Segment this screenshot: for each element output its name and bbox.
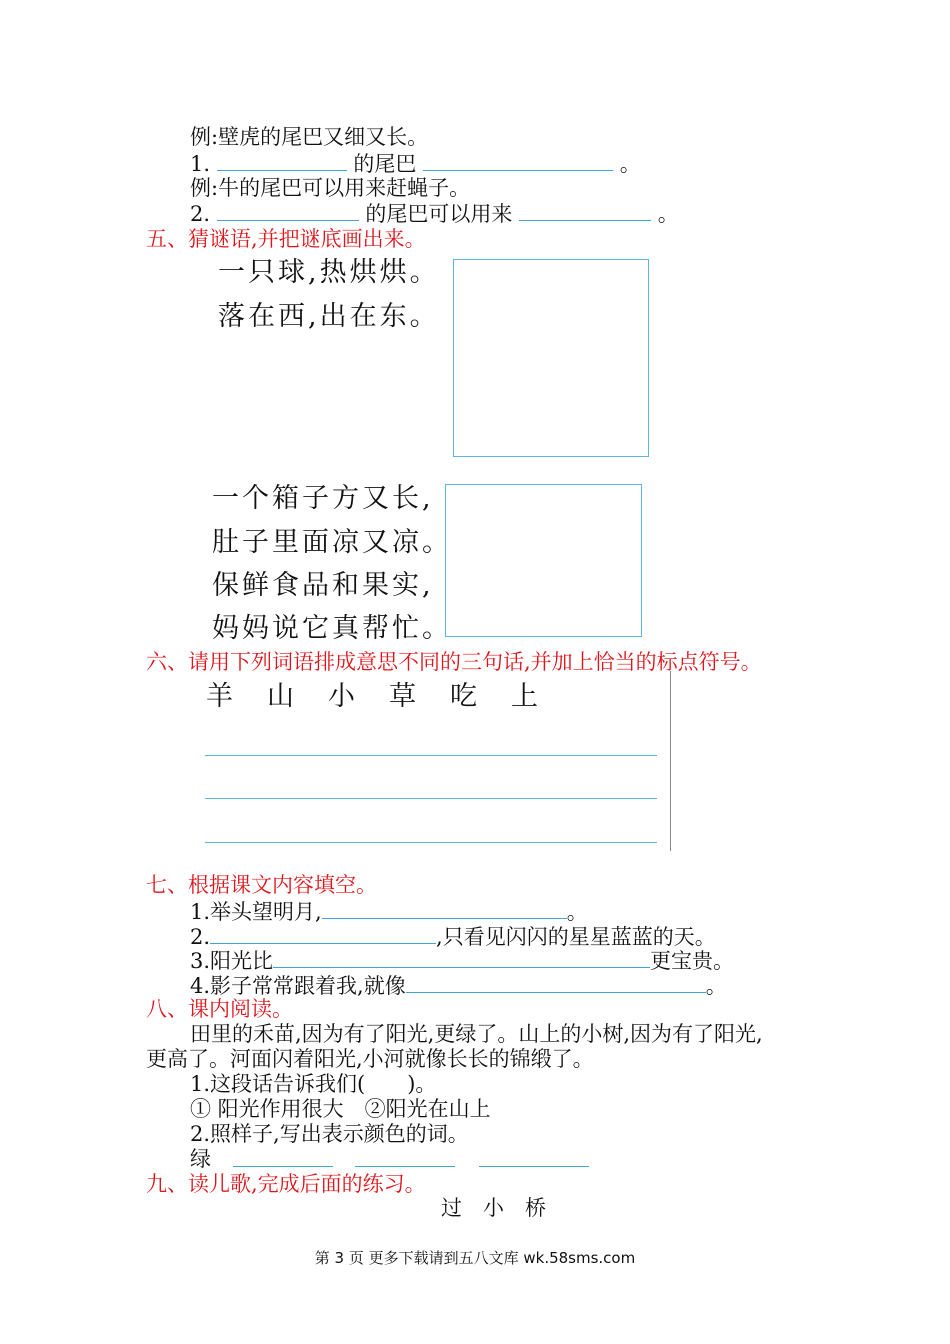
riddle-2-line-4: 妈妈说它真帮忙。 — [212, 613, 452, 644]
riddle-1-line-2: 落在西,出在东。 — [218, 301, 440, 332]
answer-blank[interactable] — [217, 150, 347, 171]
word: 吃 — [450, 681, 477, 712]
answer-blank[interactable] — [210, 923, 436, 944]
sentence-line-2[interactable] — [205, 798, 657, 799]
word: 山 — [267, 681, 294, 712]
answer-blank[interactable] — [322, 898, 567, 919]
question-7-3: 3.阳光比 更宝贵。 — [190, 949, 735, 973]
answer-blank[interactable] — [479, 1166, 589, 1167]
answer-blank[interactable] — [519, 200, 651, 221]
answer-blank[interactable] — [273, 947, 650, 968]
example-word: 绿 — [190, 1147, 211, 1171]
riddle-2-line-1: 一个箱子方又长, — [212, 483, 434, 514]
question-7-4: 4.影子常常跟着我,就像 。 — [190, 974, 727, 998]
drawing-box-1[interactable] — [453, 259, 649, 457]
example-sentence-1: 例:壁虎的尾巴又细又长。 — [190, 125, 429, 149]
question-4-1: 1. 的尾巴 。 — [190, 152, 641, 176]
example-sentence-2: 例:牛的尾巴可以用来赶蝇子。 — [190, 176, 471, 200]
section-9-title: 九、读儿歌,完成后面的练习。 — [146, 1172, 426, 1196]
word: 羊 — [206, 681, 233, 712]
section-5-title: 五、猜谜语,并把谜底画出来。 — [146, 227, 426, 251]
sentence-line-1[interactable] — [205, 755, 657, 756]
poem-title: 过 小 桥 — [441, 1196, 546, 1220]
reading-paragraph-line-1: 田里的禾苗,因为有了阳光,更绿了。山上的小树,因为有了阳光, — [190, 1022, 763, 1046]
sentence-line-3[interactable] — [205, 842, 657, 843]
section-8-title: 八、课内阅读。 — [146, 997, 293, 1021]
riddle-1-line-1: 一只球,热烘烘。 — [218, 257, 440, 288]
reading-paragraph-line-2: 更高了。河面闪着阳光,小河就像长长的锦缎了。 — [146, 1047, 594, 1071]
word: 草 — [389, 681, 416, 712]
color-word-row — [190, 1146, 211, 1172]
question-8-1-options: ① 阳光作用很大 ②阳光在山上 — [190, 1097, 491, 1121]
section-7-title: 七、根据课文内容填空。 — [146, 873, 377, 897]
question-8-1: 1.这段话告诉我们( )。 — [190, 1072, 437, 1096]
answer-blank[interactable] — [233, 1166, 333, 1167]
word-list — [206, 681, 572, 713]
answer-blank[interactable] — [355, 1166, 455, 1167]
answer-blank[interactable] — [406, 972, 706, 993]
drawing-box-2[interactable] — [445, 484, 642, 637]
page-footer: 第 3 页 更多下载请到五八文库 wk.58sms.com — [314, 1249, 636, 1267]
section-6-title: 六、请用下列词语排成意思不同的三句话,并加上恰当的标点符号。 — [146, 650, 762, 674]
riddle-2-line-2: 肚子里面凉又凉。 — [212, 527, 452, 558]
question-7-1: 1.举头望明月, 。 — [190, 900, 588, 924]
question-8-2: 2.照样子,写出表示颜色的词。 — [190, 1122, 469, 1146]
answer-blank[interactable] — [423, 150, 613, 171]
answer-blank[interactable] — [217, 200, 359, 221]
word: 上 — [511, 681, 538, 712]
word: 小 — [328, 681, 355, 712]
riddle-2-line-3: 保鲜食品和果实, — [212, 570, 434, 601]
vertical-divider — [670, 671, 671, 851]
question-4-2: 2. 的尾巴可以用来 。 — [190, 202, 679, 226]
question-7-2: 2. ,只看见闪闪的星星蓝蓝的天。 — [190, 925, 716, 949]
